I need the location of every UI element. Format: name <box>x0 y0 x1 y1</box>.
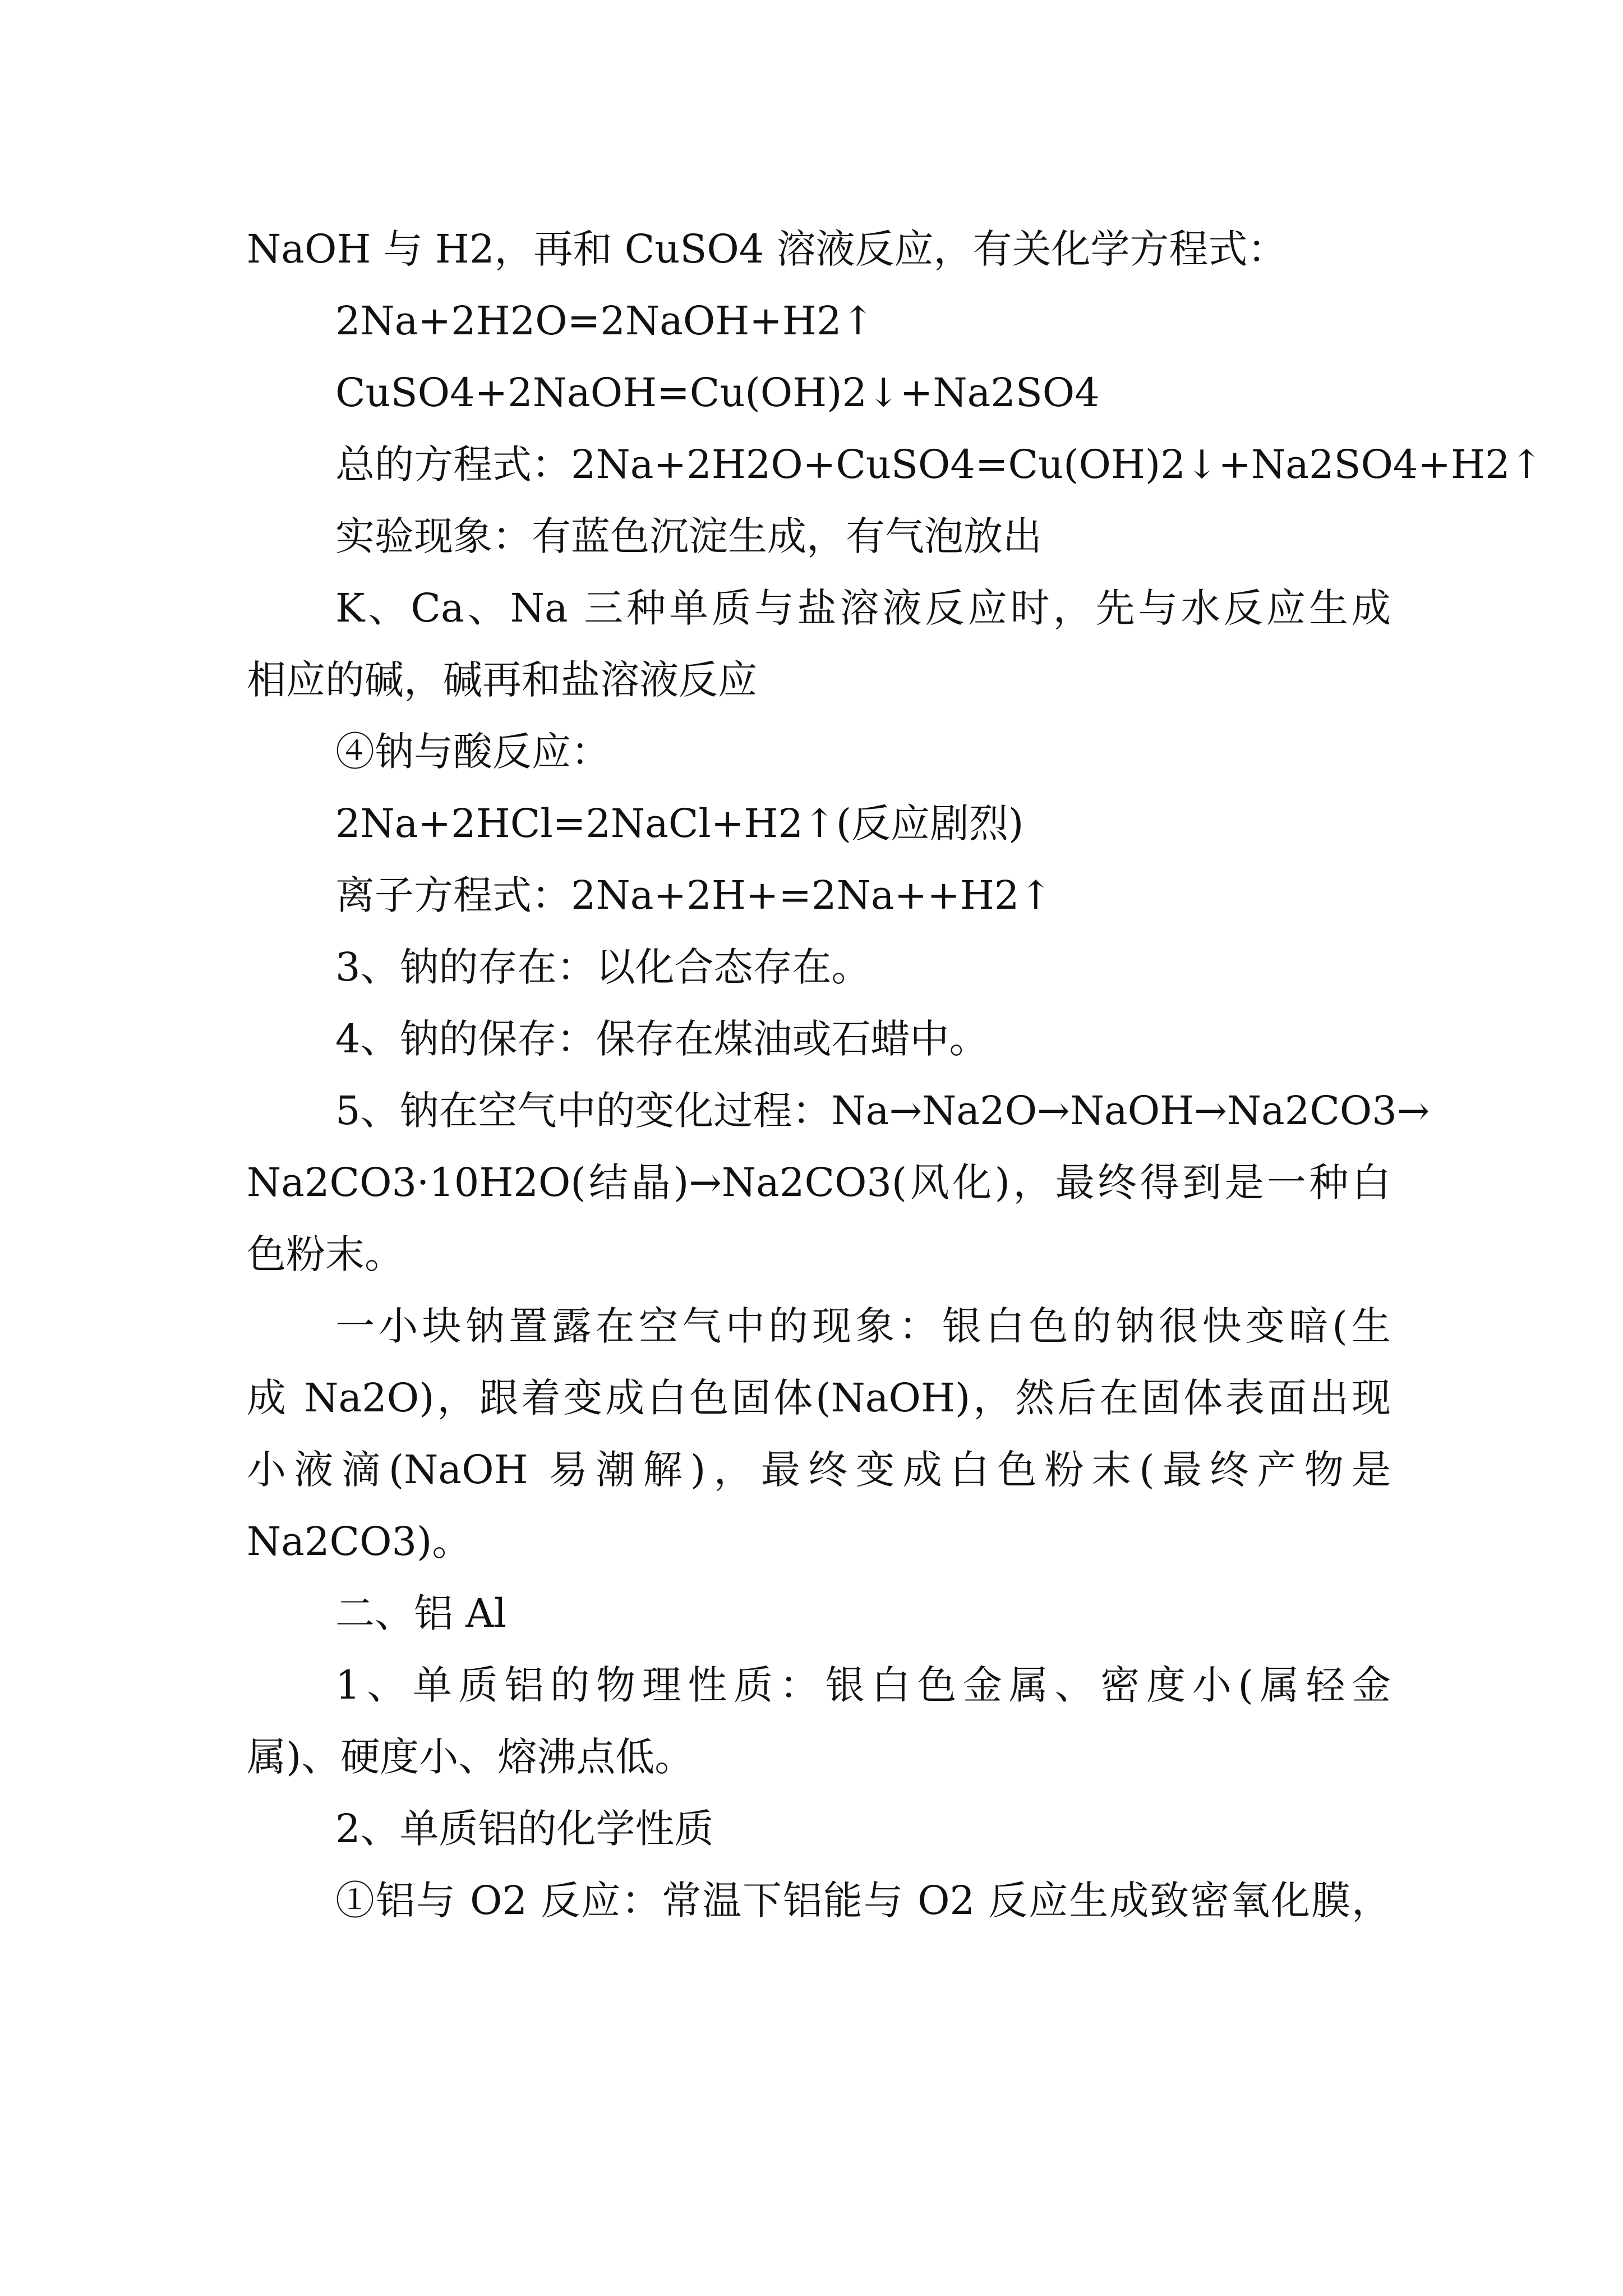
section-heading: 二、铝 Al <box>335 1590 507 1636</box>
text-line: 1、单质铝的物理性质：银白色金属、密度小(属轻金 <box>335 1662 1391 1708</box>
text-line: 色粉末。 <box>247 1231 404 1277</box>
text-line: K、Ca、Na 三种单质与盐溶液反应时，先与水反应生成 <box>335 585 1391 631</box>
equation-line: 总的方程式：2Na+2H2O+CuSO4=Cu(OH)2↓+Na2SO4+H2↑ <box>335 441 1543 487</box>
text-line: Na2CO3)。 <box>247 1519 472 1565</box>
text-line: 实验现象：有蓝色沉淀生成，有气泡放出 <box>335 513 1042 559</box>
text-line: 小液滴(NaOH 易潮解)，最终变成白色粉末(最终产物是 <box>247 1447 1391 1493</box>
text-line: 成 Na2O)，跟着变成白色固体(NaOH)，然后在固体表面出现 <box>247 1375 1391 1421</box>
document-body <box>247 213 1543 1936</box>
section-heading: 2、单质铝的化学性质 <box>335 1806 714 1852</box>
equation-line: 离子方程式：2Na+2H+=2Na++H2↑ <box>335 872 1053 918</box>
equation-line: 2Na+2HCl=2NaCl+H2↑(反应剧烈) <box>335 800 1024 846</box>
text-line: 相应的碱，碱再和盐溶液反应 <box>247 657 757 703</box>
equation-line: 2Na+2H2O=2NaOH+H2↑ <box>335 298 875 344</box>
equation-line: CuSO4+2NaOH=Cu(OH)2↓+Na2SO4 <box>335 370 1100 416</box>
text-line: 3、钠的存在：以化合态存在。 <box>335 944 871 990</box>
text-line: 属)、硬度小、熔沸点低。 <box>247 1734 694 1780</box>
text-line: Na2CO3·10H2O(结晶)→Na2CO3(风化)，最终得到是一种白 <box>247 1159 1391 1205</box>
text-line: NaOH 与 H2，再和 CuSO4 溶液反应，有关化学方程式： <box>247 226 1287 272</box>
text-line: 4、钠的保存：保存在煤油或石蜡中。 <box>335 1016 989 1062</box>
section-heading: ④钠与酸反应： <box>335 729 610 775</box>
text-line: 5、钠在空气中的变化过程：Na→Na2O→NaOH→Na2CO3→ <box>335 1088 1430 1134</box>
text-line: ①铝与 O2 反应：常温下铝能与 O2 反应生成致密氧化膜， <box>335 1878 1391 1924</box>
text-line: 一小块钠置露在空气中的现象：银白色的钠很快变暗(生 <box>335 1303 1391 1349</box>
